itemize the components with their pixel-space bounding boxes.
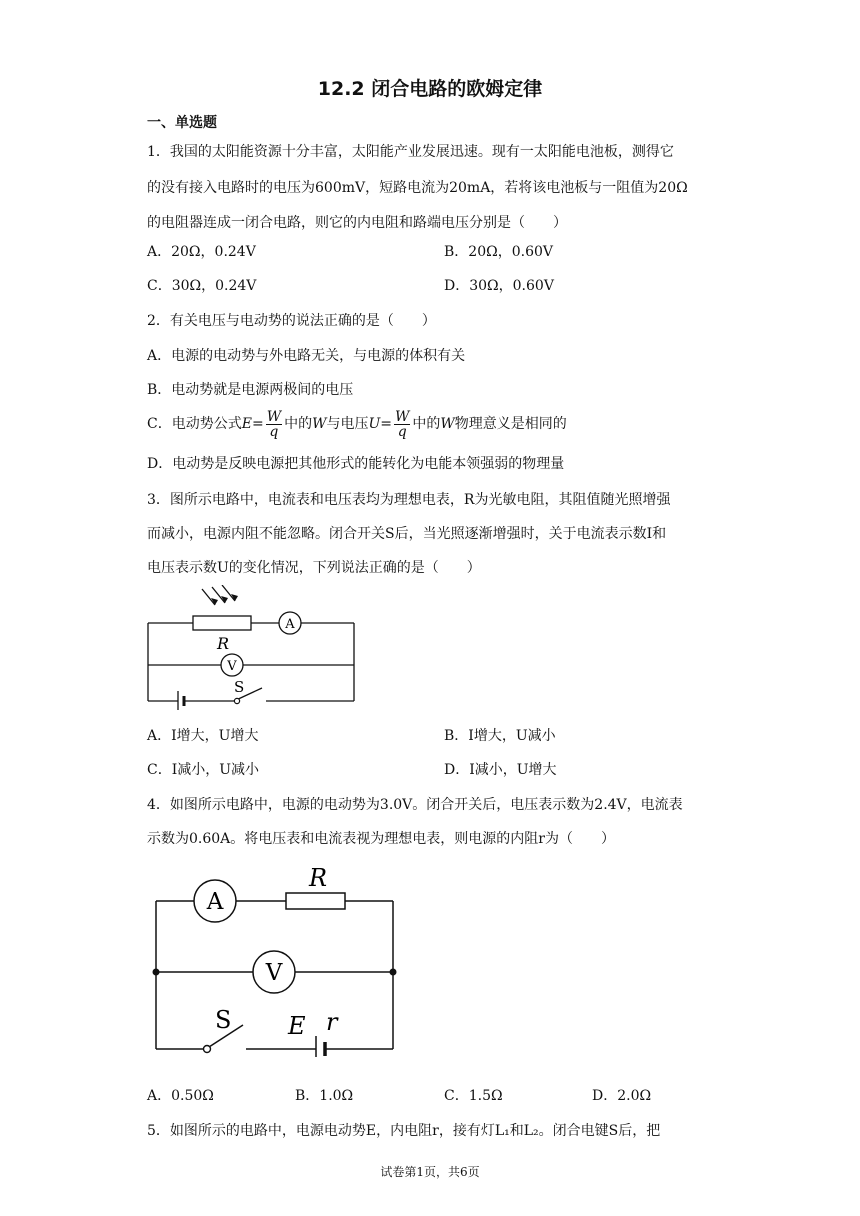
q1-option-d: D．30Ω，0.60V <box>444 278 554 294</box>
q1-line-2: 的没有接入电路时的电压为600mV，短路电流为20mA，若将该电池板与一阻值为20Ω <box>147 180 688 196</box>
q3-label-a: A <box>285 617 295 632</box>
q3-light-arrows <box>202 585 235 605</box>
q4-label-e: E <box>288 1012 306 1040</box>
q4-option-b: B．1.0Ω <box>295 1088 354 1104</box>
q2c-equals: = <box>251 416 264 432</box>
section-heading: 一、单选题 <box>147 115 217 131</box>
q4-option-c: C．1.5Ω <box>444 1088 503 1104</box>
q3-option-b: B．I增大，U减小 <box>444 728 556 744</box>
q3-switch-pivot <box>234 698 239 703</box>
q4-line-1: 4．如图所示电路中，电源的电动势为3.0V。闭合开关后，电压表示数为2.4V，电流表 <box>147 797 683 813</box>
q2c-text-5: 物理意义是相同的 <box>454 416 567 432</box>
q3-line-2: 而减小，电源内阻不能忽略。闭合开关S后，当光照逐渐增强时，关于电流表示数I和 <box>147 526 667 542</box>
q4-junction-left <box>153 969 160 976</box>
q3-option-c: C．I减小，U减小 <box>147 762 260 778</box>
page-footer: 试卷第1页，共6页 <box>380 1165 480 1179</box>
q3-label-s: S <box>234 678 245 696</box>
q3-label-r: R <box>217 634 230 653</box>
q2c-text-3: 与电压 <box>326 416 369 432</box>
q2-option-b: B．电动势就是电源两极间的电压 <box>147 382 354 398</box>
q3-line-3: 电压表示数U的变化情况，下列说法正确的是（ ） <box>147 560 481 576</box>
q2-option-a: A．电源的电动势与外电路无关，与电源的体积有关 <box>147 348 466 364</box>
q2c-equals-2: = <box>380 416 393 432</box>
q4-label-v: V <box>265 960 283 986</box>
q2c-frac2-num: W <box>395 408 410 425</box>
q3-line-1: 3．图所示电路中，电流表和电压表均为理想电表，R为光敏电阻，其阻值随光照增强 <box>147 492 671 508</box>
q2-option-c <box>147 408 567 440</box>
q4-junction-right <box>390 969 397 976</box>
q2-option-d: D．电动势是反映电源把其他形式的能转化为电能本领强弱的物理量 <box>147 456 565 472</box>
q4-option-d: D．2.0Ω <box>592 1088 652 1104</box>
q3-label-v: V <box>227 659 237 674</box>
q2c-emf-symbol: E <box>241 416 252 432</box>
q2c-frac2-den: q <box>397 423 407 440</box>
q4-label-a: A <box>206 889 224 915</box>
q1-option-b: B．20Ω，0.60V <box>444 244 553 260</box>
q2c-frac1-den: q <box>269 423 279 440</box>
q1-option-a: A．20Ω，0.24V <box>147 244 256 260</box>
q4-line-2: 示数为0.60A。将电压表和电流表视为理想电表，则电源的内阻r为（ ） <box>147 831 615 847</box>
q3-option-a: A．I增大，U增大 <box>147 728 259 744</box>
q2c-work-symbol: W <box>312 416 327 432</box>
q4-label-s: S <box>215 1006 232 1034</box>
q5-line-1: 5．如图所示的电路中，电源电动势E，内电阻r，接有灯L₁和L₂。闭合电键S后，把 <box>147 1123 661 1139</box>
q4-label-r: R <box>309 864 328 892</box>
q4-circuit-diagram <box>150 862 405 1057</box>
q1-option-c: C．30Ω，0.24V <box>147 278 257 294</box>
q2c-text-2: 中的 <box>284 416 313 432</box>
q4-label-internal-r: r <box>326 1008 338 1036</box>
q2-stem: 2．有关电压与电动势的说法正确的是（ ） <box>147 313 436 329</box>
q2c-frac1-num: W <box>266 408 282 425</box>
page-title: 12.2 闭合电路的欧姆定律 <box>317 78 543 100</box>
q3-option-d: D．I减小，U增大 <box>444 762 557 778</box>
q2c-fraction-emf <box>266 410 282 439</box>
q3-circuit-diagram <box>140 585 365 710</box>
q4-resistor <box>286 893 345 909</box>
q2c-text-4: 中的 <box>412 416 441 432</box>
q2c-work-symbol-2: W <box>440 416 455 432</box>
q4-option-a: A．0.50Ω <box>147 1088 214 1104</box>
q3-photoresistor <box>193 616 251 630</box>
q2c-fraction-voltage <box>394 410 410 439</box>
q2c-voltage-symbol: U <box>368 416 381 432</box>
q4-switch-pivot <box>204 1046 211 1053</box>
q1-line-3: 的电阻器连成一闭合电路，则它的内电阻和路端电压分别是（ ） <box>147 215 567 231</box>
q2c-text-1: C．电动势公式 <box>147 416 242 432</box>
q1-line-1: 1．我国的太阳能资源十分丰富，太阳能产业发展迅速。现有一太阳能电池板，测得它 <box>147 144 674 160</box>
